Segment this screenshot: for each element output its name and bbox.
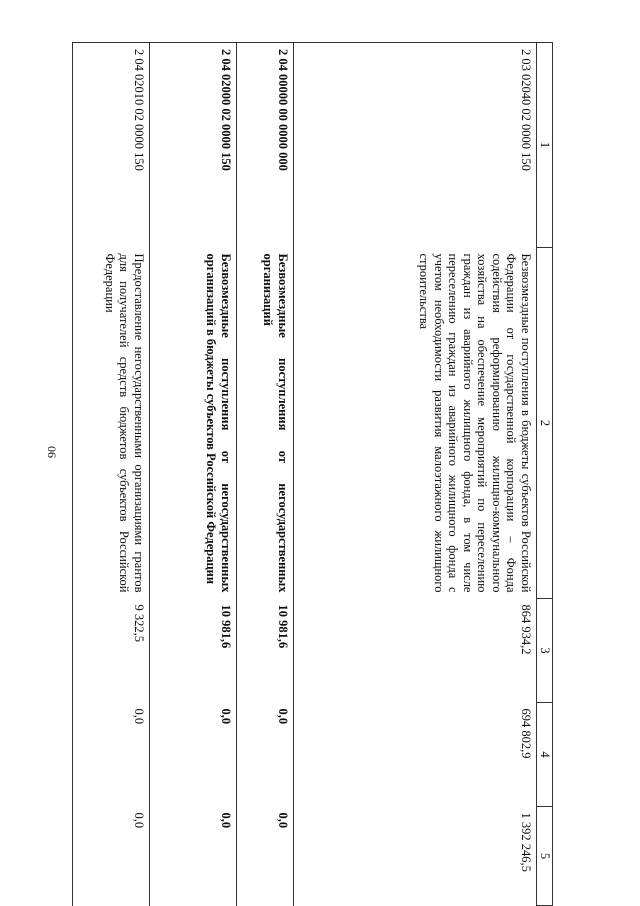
row-value-col4: 694 802,9 [294,703,537,807]
row-value-col4: 0,0 [150,703,237,807]
row-code: 2 04 02010 02 0000 150 [73,43,150,248]
row-code: 2 03 02040 02 0000 150 [294,43,537,248]
header-col-1: 1 [537,43,553,248]
row-value-col3: 9 322,5 [73,599,150,703]
table-row [237,43,294,906]
row-value-col3: 10 981,6 [237,599,294,703]
budget-revenue-table [72,42,553,906]
page-number: 90 [44,446,59,458]
row-value-col5: 0,0 [73,807,150,906]
table-row [73,43,150,906]
row-name: Безвозмездные поступления в бюджеты субъектов Российской Федерации от государственной корпорации – Фонда содействия реформированию жилищно-коммунального хозяйства на обеспечение мероприятий по переселению граждан из аварийного жилищного фонда, в том числе переселению граждан из аварийного жилищного фонда с учетом необходимости развития малоэтажного жилищного строительства [294,248,537,599]
header-col-5: 5 [537,807,553,906]
header-col-4: 4 [537,703,553,807]
table-header-row [537,43,553,906]
row-value-col4: 0,0 [237,703,294,807]
row-value-col4: 0,0 [73,703,150,807]
row-value-col5: 0,0 [237,807,294,906]
row-value-col5: 0,0 [150,807,237,906]
row-code: 2 04 02000 02 0000 150 [150,43,237,248]
row-name: Безвозмездные поступления от негосударственных организаций в бюджеты субъектов Российской Федерации [150,248,237,599]
row-value-col5: 1 392 246,5 [294,807,537,906]
row-value-col3: 10 981,6 [150,599,237,703]
rotated-sheet [80,0,640,872]
header-col-3: 3 [537,599,553,703]
row-name: Предоставление негосударственными организациями грантов для получателей средств бюджетов субъектов Российской Федерации [73,248,150,599]
header-col-2: 2 [537,248,553,599]
row-name: Безвозмездные поступления от негосударственных организаций [237,248,294,599]
row-code: 2 04 00000 00 0000 000 [237,43,294,248]
table-row [150,43,237,906]
row-value-col3: 864 934,2 [294,599,537,703]
table-row [294,43,537,906]
